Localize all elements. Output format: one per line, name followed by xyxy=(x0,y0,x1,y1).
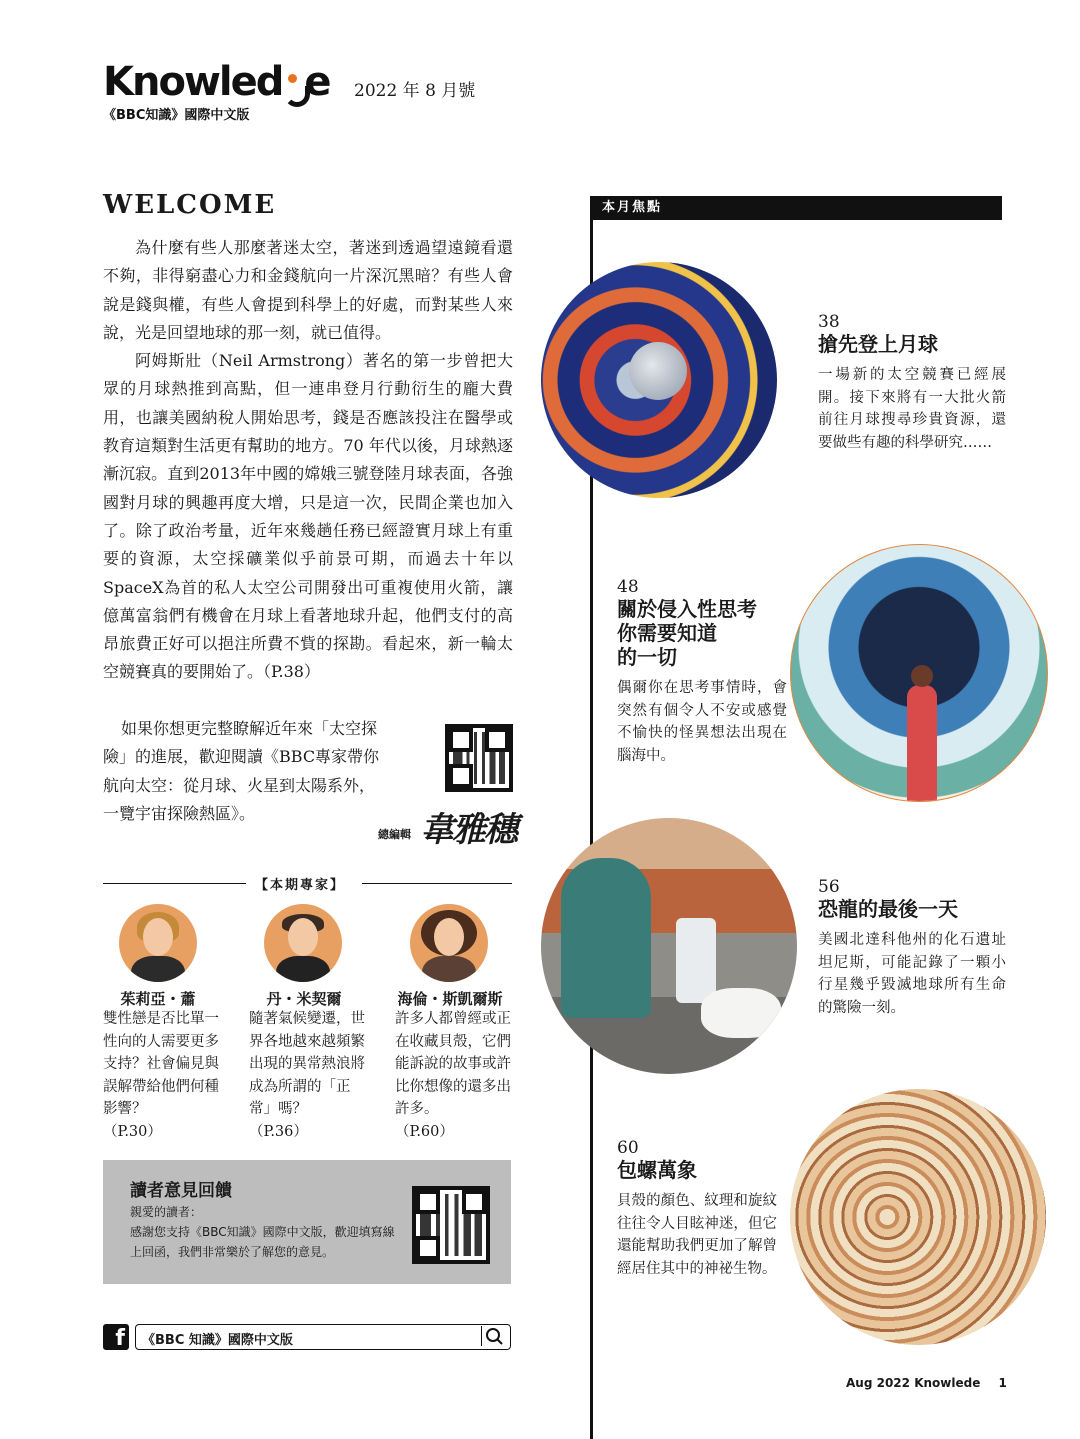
focus-header: 本月焦點 xyxy=(592,196,1002,220)
facebook-icon[interactable]: f xyxy=(103,1324,129,1350)
article-38-title: 搶先登上月球 xyxy=(818,332,938,356)
article-38[interactable] xyxy=(818,312,1006,454)
feedback-text: 親愛的讀者： 感謝您支持《BBC知識》國際中文版，歡迎填寫線上回函，我們非常樂於了解您的意見。 xyxy=(130,1205,395,1259)
book-qr-code[interactable] xyxy=(445,724,513,792)
welcome-p3-line-1: 如果你想更完整瞭解近年來「太空探 xyxy=(121,719,378,738)
expert-name-1: 茱莉亞・蕭 xyxy=(120,990,196,1008)
welcome-body xyxy=(103,234,513,687)
experts-divider-left xyxy=(103,883,246,884)
expert-avatar-2 xyxy=(264,904,342,982)
experts-title: 【本期專家】 xyxy=(255,878,346,893)
feedback-title: 讀者意見回饋 xyxy=(130,1181,232,1201)
footer-date: Aug 2022 xyxy=(846,1376,910,1390)
article-48-title-1: 關於侵入性思考 xyxy=(617,597,757,621)
article-48-page: 48 xyxy=(617,577,639,597)
article-60-page: 60 xyxy=(617,1138,639,1158)
knowledge-logo xyxy=(103,59,343,123)
article-60[interactable] xyxy=(617,1138,777,1280)
feedback-qr-code[interactable] xyxy=(412,1186,490,1264)
page-footer xyxy=(846,1376,1007,1390)
welcome-paragraph-3 xyxy=(103,715,423,828)
article-56-desc: 美國北達科他州的化石遺址坦尼斯，可能記錄了一顆小行星幾乎毀滅地球所有生命的驚險一刻。 xyxy=(818,932,1006,1016)
editor-label: 總編輯 xyxy=(378,828,411,841)
article-48-title-3: 的一切 xyxy=(617,645,677,669)
welcome-p3-line-3: 航向太空：從月球、火星到太陽系外， xyxy=(103,775,376,795)
welcome-title: WELCOME xyxy=(103,190,277,220)
editor-signature: 韋雅穗 xyxy=(420,810,516,850)
experts-divider-right xyxy=(362,883,512,884)
expert-name-3: 海倫・斯凱爾斯 xyxy=(397,990,503,1008)
moon-race-illustration xyxy=(541,262,777,498)
expert-desc-2: 隨著氣候變遷，世界各地越來越頻繁出現的異常熱浪將成為所謂的「正常」嗎？ （P.36） xyxy=(249,1011,365,1140)
facebook-page-name: 《BBC 知識》國際中文版 xyxy=(142,1333,293,1348)
expert-desc-3: 許多人都曾經或正在收藏貝殼，它們能訴說的故事或許比你想像的還多出許多。 （P.60） xyxy=(395,1011,511,1140)
article-60-desc: 貝殼的顏色、紋理和旋紋往往令人目眩神迷，但它還能幫助我們更加了解曾經居住其中的神祕生物。 xyxy=(617,1193,777,1277)
dinosaur-dig-photo xyxy=(541,818,797,1074)
welcome-paragraph-2: 阿姆斯壯（Neil Armstrong）著名的第一步曾把大眾的月球熱推到高點，但一連串登月行動衍生的龐大費用，也讓美國納稅人開始思考，錢是否應該投注在醫學或教育這類對生活更有幫助的地方。70 年代以後，月球熱逐漸沉寂。直到2013年中國的嫦娥三號登陸月球表面，各強國對月球的興趣再度大增，只是這一次，民間企業也加入了。除了政治考量，近年來幾趟任務已經證實月球上有重要的資源，太空採礦業似乎前景可期，而過去十年以SpaceX為首的私人太空公司開發出可重複使用火箭，讓億萬富翁們有機會在月球上看著地球升起，他們支付的高昂旅費正好可以挹注所費不貲的探勘。看起來，新一輪太空競賽真的要開始了。（P.38） xyxy=(103,351,513,682)
article-38-page: 38 xyxy=(818,312,840,332)
article-56-title: 恐龍的最後一天 xyxy=(818,897,958,921)
article-60-title: 包螺萬象 xyxy=(617,1158,697,1182)
logo-word: Knowled xyxy=(103,59,283,105)
issue-date: 2022 年 8 月號 xyxy=(354,81,476,101)
footer-brand-tail: e xyxy=(972,1376,981,1390)
welcome-paragraph-1: 為什麼有些人那麼著迷太空，著迷到透過望遠鏡看還不夠，非得窮盡心力和金錢航向一片深沉黑暗？有些人會說是錢與權，有些人會提到科學上的好處，而對某些人來說，光是回望地球的那一刻，就已值得。 xyxy=(103,238,513,342)
article-48-title-2: 你需要知道 xyxy=(617,621,717,645)
logo-g-mark xyxy=(282,62,304,102)
article-56[interactable] xyxy=(818,877,1006,1019)
footer-brand: Knowled xyxy=(914,1376,973,1390)
article-38-desc: 一場新的太空競賽已經展開。接下來將有一大批火箭前往月球搜尋珍貴資源，還要做些有趣的科學研究…… xyxy=(818,367,1006,451)
expert-avatar-3 xyxy=(410,904,488,982)
logo-subtitle: 《BBC知識》國際中文版 xyxy=(103,108,250,123)
article-48-desc: 偶爾你在思考事情時，會突然有個令人不安或感覺不愉快的怪異想法出現在腦海中。 xyxy=(617,680,787,764)
intrusive-thoughts-illustration xyxy=(790,544,1048,802)
logo-word-tail: e xyxy=(304,59,330,105)
search-icon[interactable] xyxy=(481,1326,508,1346)
page-number: 1 xyxy=(998,1376,1007,1390)
welcome-p3-line-2: 險」的進展，歡迎閱讀《BBC專家帶你 xyxy=(103,747,380,767)
article-56-page: 56 xyxy=(818,877,840,897)
article-48[interactable] xyxy=(617,577,787,767)
nautilus-shell-photo xyxy=(790,1089,1046,1345)
expert-avatar-1 xyxy=(119,904,197,982)
welcome-p3-line-4: 一覽宇宙探險熱區》。 xyxy=(103,803,256,823)
expert-name-2: 丹・米契爾 xyxy=(266,990,342,1008)
expert-desc-1: 雙性戀是否比單一性向的人需要更多支持？社會偏見與誤解帶給他們何種影響？ （P.30） xyxy=(103,1011,219,1140)
